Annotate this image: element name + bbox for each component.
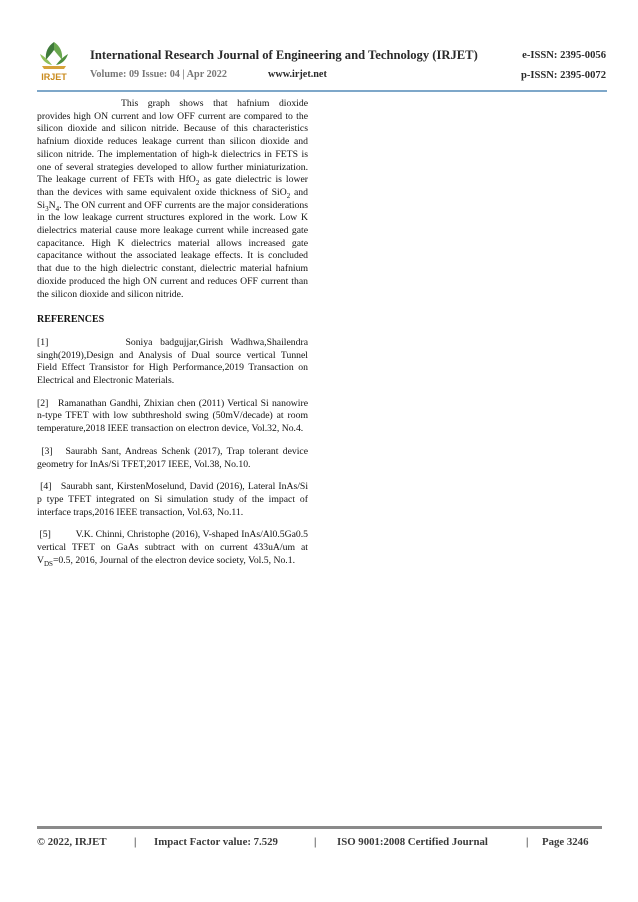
subscript: 2 (195, 179, 200, 188)
paragraph-text: N (48, 199, 56, 211)
paragraph-text: as gate dielectric is lower than the devices with same equivalent oxide thickness of SiO (37, 174, 308, 198)
irjet-logo (36, 40, 72, 86)
header-divider (37, 90, 607, 92)
references-heading: REFERENCES (37, 314, 105, 326)
footer-separator: | (314, 836, 317, 848)
journal-title: International Research Journal of Engineering and Technology (IRJET) (90, 48, 478, 62)
paragraph-text: This graph shows that hafnium dioxide provides high ON current and low OFF current are compared to the silicon dioxide and silicon nitride. Because of this characteristics hafnium dioxide reduces leakage current than silicon dioxide and silicon nitride. The implementation of high-k dielectrics in FETS is one of several strategies developed to allow further miniaturization. The leakage current of FETs with HfO (37, 98, 308, 186)
subscript: 3 (45, 204, 49, 213)
logo-text: IRJET (41, 72, 67, 82)
volume-issue: Volume: 09 Issue: 04 | Apr 2022 (90, 69, 227, 80)
reference-item: [3] Saurabh Sant, Andreas Schenk (2017), Trap tolerant device geometry for InAs/Si TFET,2017 IEEE, Vol.38, No.10. (37, 445, 311, 470)
reference-item: [4] Saurabh sant, KirstenMoselund, David (2016), Lateral InAs/Si p type TFET integrated on Si simulation study of the impact of interface traps,2016 IEEE transaction, Vol.63, No.11. (37, 481, 311, 518)
subscript: 2 (286, 191, 291, 200)
journal-website-link[interactable]: www.irjet.net (268, 69, 327, 80)
paragraph-text: and Si (37, 186, 308, 211)
footer-separator: | (134, 836, 137, 848)
footer-separator: | (526, 836, 529, 848)
reference-text: =0.5, 2016, Journal of the electron device society, Vol.5, No.1. (52, 554, 295, 566)
e-issn: e-ISSN: 2395-0056 (522, 50, 606, 61)
reference-text: [5] V.K. Chinni, Christophe (2016), V-shaped InAs/Al0.5Ga0.5 vertical TFET on GaAs subtract with on current 433uA/um at V (37, 529, 311, 566)
p-issn: p-ISSN: 2395-0072 (520, 70, 606, 81)
subscript: 4 (55, 204, 60, 213)
footer-copyright: © 2022, IRJET (37, 836, 107, 848)
reference-item: [1] Soniya badgujjar,Girish Wadhwa,Shailendra singh(2019),Design and Analysis of Dual source vertical Tunnel Field Effect Transistor for High Performance,2019 Transaction on Electrical and Electronic Materials. (37, 336, 311, 387)
footer-divider (37, 826, 602, 829)
footer-impact-factor: Impact Factor value: 7.529 (154, 836, 278, 848)
subscript: DS (44, 559, 53, 568)
footer-page-number: Page 3246 (542, 836, 589, 848)
reference-item (37, 529, 311, 568)
reference-item: [2] Ramanathan Gandhi, Zhixian chen (2011) Vertical Si nanowire n-type TFET with low subthreshold swing (50mV/decade) at room temperature,2018 IEEE transaction on electron device, Vol.32, No.4. (37, 397, 311, 435)
page-header (36, 40, 606, 92)
body-paragraph (37, 98, 308, 301)
left-column (37, 98, 311, 578)
paragraph-text: . The ON current and OFF currents are the major considerations in the low leakage current structures explored in the work. Low K dielectrics material cause more leakage current while increased gate capacitance. High K dielectrics material allows increased gate capacitance without the associated leakage effects. It is concluded that due to the high dielectric constant, dielectric material hafnium dioxide produced the high ON current and reduces OFF current than the silicon dioxide and silicon nitride. (37, 199, 308, 300)
footer-iso: ISO 9001:2008 Certified Journal (337, 836, 488, 848)
